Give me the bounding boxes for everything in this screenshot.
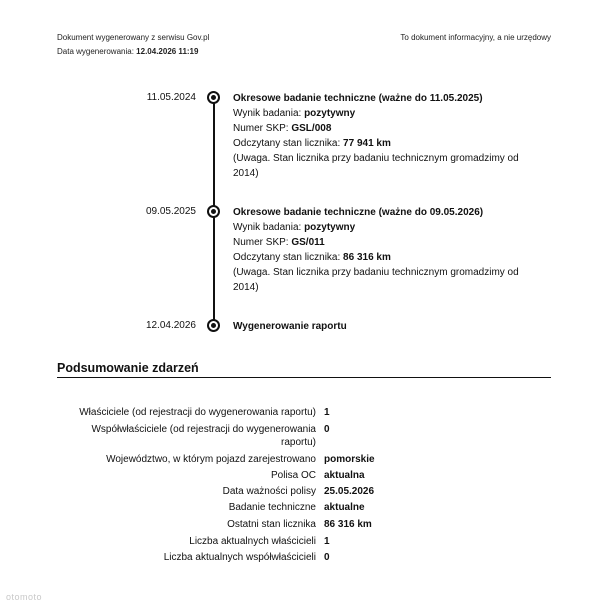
timeline-date: 09.05.2025 (145, 206, 196, 217)
summary-value: 0 (324, 552, 330, 563)
event-result: Wynik badania: pozytywny (233, 222, 356, 233)
generation-date (57, 47, 198, 57)
event-odometer: Odczytany stan licznika: 86 316 km (233, 252, 391, 263)
summary-label: Badanie techniczne (228, 502, 316, 513)
timeline-dot-icon (207, 91, 220, 104)
summary-value: 1 (324, 536, 330, 547)
document-disclaimer: To dokument informacyjny, a nie urzędowy (400, 33, 551, 42)
summary-value: 0 (324, 424, 330, 435)
event-title: Wygenerowanie raportu (233, 321, 347, 332)
event-result: Wynik badania: pozytywny (233, 108, 356, 119)
summary-label: Współwłaściciele (od rejestracji do wygenerowania raportu) (91, 424, 316, 448)
summary-label: Ostatni stan licznika (227, 519, 316, 530)
event-note: (Uwaga. Stan licznika przy badaniu technicznym gromadzimy od (233, 267, 519, 278)
summary-label: Województwo, w którym pojazd zarejestrowano (106, 454, 316, 465)
timeline-dot-icon (207, 205, 220, 218)
event-note: (Uwaga. Stan licznika przy badaniu technicznym gromadzimy od (233, 153, 519, 164)
timeline-event (233, 91, 533, 181)
generation-date-value: 12.04.2026 11:19 (136, 47, 199, 56)
event-note-cont: 2014) (233, 168, 259, 179)
summary-value: 25.05.2026 (324, 486, 375, 497)
summary-label: Data ważności polisy (222, 486, 316, 497)
event-skp: Numer SKP: GS/011 (233, 237, 325, 248)
summary-value: pomorskie (324, 454, 375, 465)
event-skp: Numer SKP: GSL/008 (233, 123, 332, 134)
summary-value: aktualna (324, 470, 365, 481)
event-odometer: Odczytany stan licznika: 77 941 km (233, 138, 391, 149)
generation-date-label: Data wygenerowania: (57, 47, 134, 56)
timeline-dot-icon (207, 319, 220, 332)
summary-label: Właściciele (od rejestracji do wygenerowania raportu) (79, 407, 316, 418)
summary-value: 1 (324, 407, 330, 418)
document-source: Dokument wygenerowany z serwisu Gov.pl (57, 33, 210, 42)
event-title: Okresowe badanie techniczne (ważne do 09.05.2026) (233, 207, 484, 218)
timeline-date: 12.04.2026 (145, 320, 196, 331)
summary-label: Polisa OC (270, 470, 316, 481)
summary-value: 86 316 km (324, 519, 372, 530)
timeline-event (233, 205, 533, 295)
timeline-date: 11.05.2024 (146, 92, 196, 103)
summary-value: aktualne (324, 502, 365, 513)
event-title: Okresowe badanie techniczne (ważne do 11.05.2025) (233, 93, 483, 104)
timeline-event (233, 319, 533, 334)
summary-label: Liczba aktualnych właścicieli (189, 536, 316, 547)
watermark: otomoto (6, 592, 43, 602)
event-note-cont: 2014) (233, 282, 259, 293)
summary-label: Liczba aktualnych współwłaścicieli (163, 552, 316, 563)
summary-title: Podsumowanie zdarzeń (57, 361, 199, 375)
summary-divider (57, 377, 551, 378)
